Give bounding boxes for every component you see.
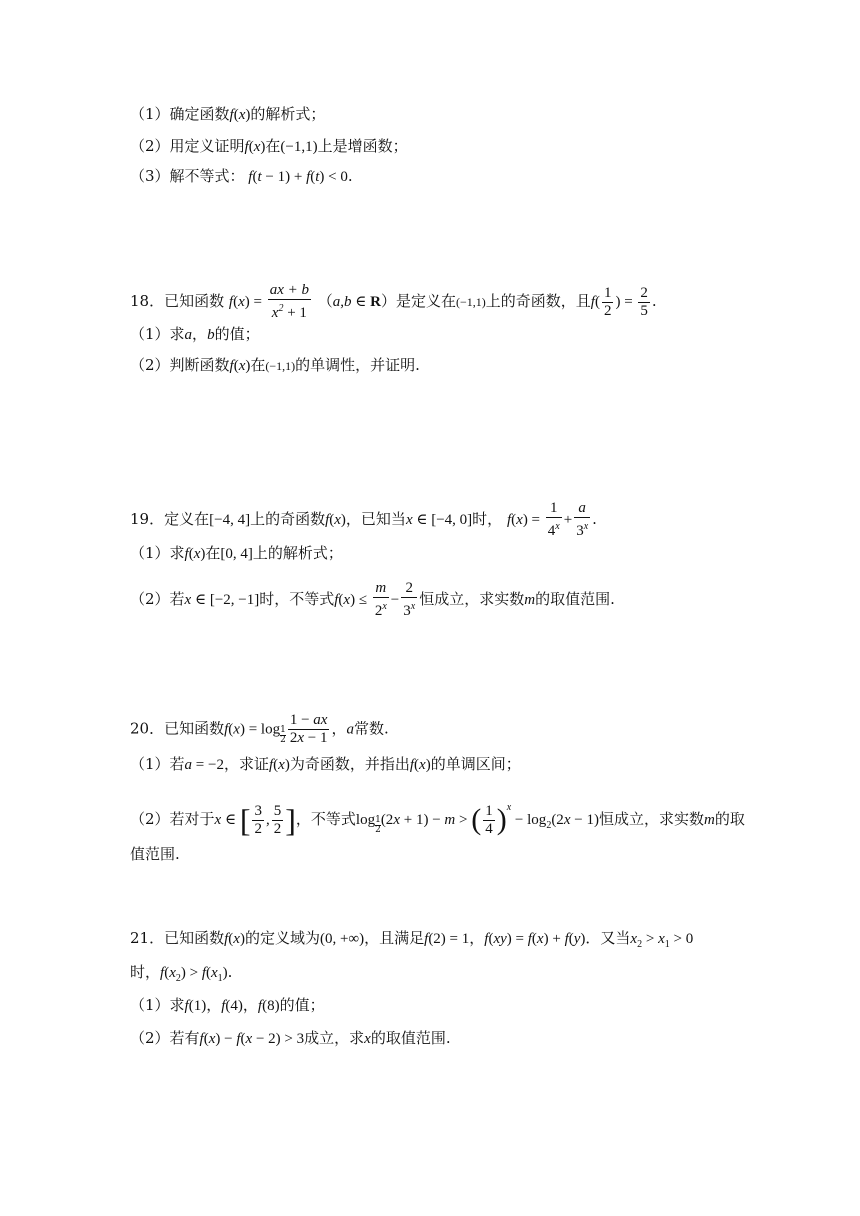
- q20-stem: 20．已知函数f(x) = log $\frac{1}{2}$ $\frac{1 - ax}{2x - 1}$ ，a常数.: [130, 712, 389, 746]
- q17-part1: （1）确定函数f(x)的解析式；: [130, 105, 326, 123]
- q20-part2-cont: 值范围.: [130, 845, 180, 863]
- q21-part1: （1）求f(1)，f(4)，f(8)的值；: [130, 996, 325, 1014]
- q21-stem-cont: 时，$f(x_2) > f(x_1)$.: [130, 963, 233, 984]
- q17-part3: （3）解不等式： f(t − 1) + f(t) < 0.: [130, 167, 353, 185]
- q21-stem: 21．已知函数f(x)的定义域为(0, +∞)，且满足f(2) = 1，f(xy) = f(x) + f(y)．又当$x_2 > x_1 > 0$: [130, 929, 694, 950]
- q19-stem: 19．定义在[−4, 4]上的奇函数f(x)，已知当x ∈ [−4, 0]时， f(x) = $\frac{1}{4^x}$ + $\frac{a}{3^x}$ .: [130, 500, 597, 539]
- q21-part2: （2）若有f(x) − f(x − 2) > 3成立，求x的取值范围.: [130, 1029, 451, 1047]
- q17-part2: （2）用定义证明f(x)在(−1,1)上是增函数；: [130, 137, 408, 155]
- math-fx: f: [229, 107, 234, 123]
- q18-stem: 18．已知函数 f(x) = $\frac{ax + b}{x^2 + 1}$ （a,b ∈ R）是定义在(−1,1)上的奇函数，且f( $\frac{1}{2}$ ) = $\frac{2}{5}$ .: [130, 282, 657, 321]
- q20-part1: （1）若a = −2，求证f(x)为奇函数，并指出f(x)的单调区间；: [130, 755, 521, 773]
- fraction: $\frac{ax + b}{x^2 + 1}$: [269, 282, 309, 321]
- q20-part2: （2）若对于x ∈ [ $\frac{3}{2}$ , $\frac{5}{2}$ ]，不等式log $\frac{1}{2}$ (2x + 1) − m > ( $\frac{1}{4}$ )$^x - \log_2(2x - 1)$恒成立，求实数m的取: [130, 802, 745, 838]
- q18-part1: （1）求a，b的值；: [130, 325, 260, 343]
- q19-part2: （2）若x ∈ [−2, −1]时，不等式f(x) ≤ $\frac{m}{2^x}$ − $\frac{2}{3^x}$ 恒成立，求实数m的取值范围.: [130, 580, 615, 619]
- q18-part2: （2）判断函数f(x)在(−1,1)的单调性，并证明.: [130, 356, 420, 374]
- q19-part1: （1）求f(x)在[0, 4]上的解析式；: [130, 544, 343, 562]
